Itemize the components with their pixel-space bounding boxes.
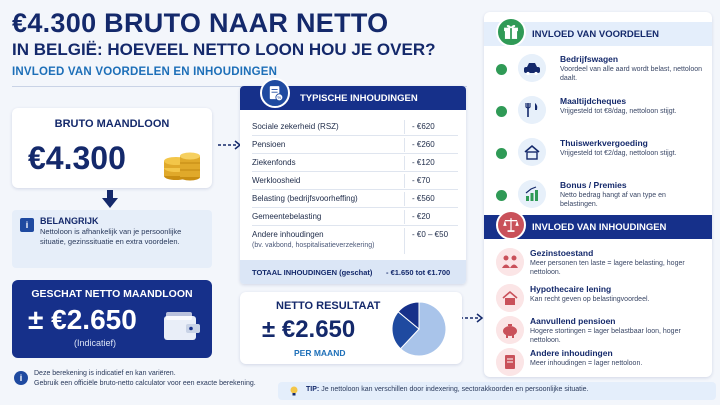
deduction-influence-item — [484, 346, 712, 377]
dashed-arrow-icon — [460, 313, 486, 323]
row-label-sub: (bv. vakbond, hospitalisatieverzekering) — [252, 242, 375, 249]
benefit-item — [484, 136, 712, 180]
table-row — [252, 154, 458, 172]
tip-label: TIP: — [306, 386, 320, 393]
bruto-card — [12, 108, 212, 188]
total-label: TOTAAL INHOUDINGEN (geschat) — [252, 268, 373, 277]
benefit-desc: Vrijgesteld tot €2/dag, nettoloon stijgt. — [560, 150, 677, 157]
benefit-desc: Netto bedrag hangt af van type en belastingen. — [560, 192, 666, 208]
netto-sub: (Indicatief) — [74, 338, 117, 348]
wallet-icon — [162, 310, 202, 342]
benefit-item — [484, 52, 712, 96]
benefit-title: Maaltijdcheques — [560, 96, 627, 106]
check-icon — [496, 106, 507, 117]
row-value: - €560 — [412, 194, 435, 203]
gift-icon — [496, 17, 526, 47]
row-value: - €20 — [412, 212, 431, 221]
deduction-influence-desc: Meer inhoudingen = lager nettoloon. — [530, 360, 643, 367]
page-title-line2: IN BELGIË: HOEVEEL NETTO LOON HOU JE OVER? — [12, 40, 436, 59]
check-icon — [496, 64, 507, 75]
table-row — [252, 136, 458, 154]
important-text: Nettoloon is afhankelijk van je persoonlijke situatie, gezinssituatie en extra voordelen. — [40, 227, 182, 246]
benefit-title: Bonus / Premies — [560, 180, 627, 190]
tip-body: Je nettoloon kan verschillen door indexering, sectorakkoorden en persoonlijke situatie. — [321, 386, 589, 393]
deduction-influence-title: Gezinstoestand — [530, 248, 594, 258]
important-note — [12, 210, 212, 268]
bruto-value: €4.300 — [28, 140, 126, 176]
cutlery-icon — [518, 96, 546, 124]
footnote-line1: Deze berekening is indicatief en kan variëren. — [34, 370, 176, 377]
benefit-title: Thuiswerkvergoeding — [560, 138, 648, 148]
benefit-title: Bedrijfswagen — [560, 54, 619, 64]
benefits-header — [484, 22, 712, 46]
result-sub: PER MAAND — [294, 348, 346, 358]
deductions-table — [240, 86, 466, 284]
row-value: - €70 — [412, 176, 431, 185]
table-row — [252, 226, 458, 256]
piggy-icon — [496, 316, 524, 344]
deductions-influence-header — [484, 215, 712, 239]
row-label-main: Andere inhoudingen — [252, 230, 324, 239]
deductions-rows — [252, 118, 458, 256]
result-value: ± €2.650 — [262, 316, 356, 343]
result-label: NETTO RESULTAAT — [276, 300, 381, 312]
row-value: - €620 — [412, 122, 435, 131]
table-row — [252, 118, 458, 136]
bar-chart-icon — [518, 180, 546, 208]
deductions-total — [240, 260, 466, 284]
check-icon — [496, 148, 507, 159]
tip-bar — [278, 382, 716, 400]
deduction-influence-title: Aanvullend pensioen — [530, 316, 616, 326]
pie-chart — [390, 300, 448, 358]
deductions-table-title: TYPISCHE INHOUDINGEN — [300, 93, 418, 104]
house-loan-icon — [496, 284, 524, 312]
netto-card — [12, 280, 212, 358]
svg-text:%: % — [277, 95, 282, 101]
table-row — [252, 190, 458, 208]
benefits-title: INVLOED VAN VOORDELEN — [532, 29, 660, 40]
tip-text — [306, 386, 589, 393]
arrow-down-icon — [102, 190, 118, 208]
netto-label: GESCHAT NETTO MAANDLOON — [31, 288, 193, 300]
scale-icon — [496, 210, 526, 240]
deduction-influence-desc: Meer personen ten laste = lagere belasting, hoger nettoloon. — [530, 260, 685, 276]
info-icon: i — [20, 218, 34, 232]
row-label: Gemeentebelasting — [252, 212, 322, 221]
car-icon — [518, 54, 546, 82]
row-label: Belasting (bedrijfsvoorheffing) — [252, 194, 358, 203]
row-value: - €120 — [412, 158, 435, 167]
total-value: - €1.650 tot €1.700 — [386, 268, 451, 277]
footnote-line2: Gebruik een officiële bruto-netto calculator voor een exacte berekening. — [34, 380, 256, 387]
coins-icon — [162, 146, 202, 182]
right-panel — [484, 12, 712, 377]
row-label: Werkloosheid — [252, 176, 301, 185]
deduction-influence-title: Hypothecaire lening — [530, 284, 612, 294]
benefit-desc: Voordeel van alle aard wordt belast, nettoloon daalt. — [560, 66, 703, 82]
check-icon — [496, 190, 507, 201]
row-value: - €260 — [412, 140, 435, 149]
row-label — [252, 230, 402, 251]
deduction-influence-title: Andere inhoudingen — [530, 348, 613, 358]
deductions-influence-title: INVLOED VAN INHOUDINGEN — [532, 222, 667, 233]
table-row — [252, 208, 458, 226]
deduction-influence-desc: Kan recht geven op belastingvoordeel. — [530, 296, 650, 303]
deduction-influence-desc: Hogere stortingen = lager belastbaar loon, hoger nettoloon. — [530, 328, 681, 344]
important-title: BELANGRIJK — [40, 216, 99, 226]
page-title: €4.300 BRUTO NAAR NETTO — [12, 8, 389, 38]
benefit-desc: Vrijgesteld tot €8/dag, nettoloon stijgt. — [560, 108, 677, 115]
page-subtitle: INVLOED VAN VOORDELEN EN INHOUDINGEN — [12, 66, 278, 78]
document-icon — [496, 348, 524, 376]
family-icon — [496, 248, 524, 276]
netto-value: ± €2.650 — [28, 304, 137, 335]
house-icon — [518, 138, 546, 166]
row-label: Ziekenfonds — [252, 158, 296, 167]
row-value: - €0 – €50 — [412, 230, 449, 239]
table-row — [252, 172, 458, 190]
row-label: Pensioen — [252, 140, 286, 149]
info-icon: i — [14, 371, 28, 385]
result-card — [240, 292, 462, 364]
document-percent-icon — [260, 78, 290, 108]
row-label: Sociale zekerheid (RSZ) — [252, 122, 339, 131]
bruto-label: BRUTO MAANDLOON — [54, 118, 170, 130]
lightbulb-icon — [288, 385, 300, 397]
benefit-item — [484, 94, 712, 138]
